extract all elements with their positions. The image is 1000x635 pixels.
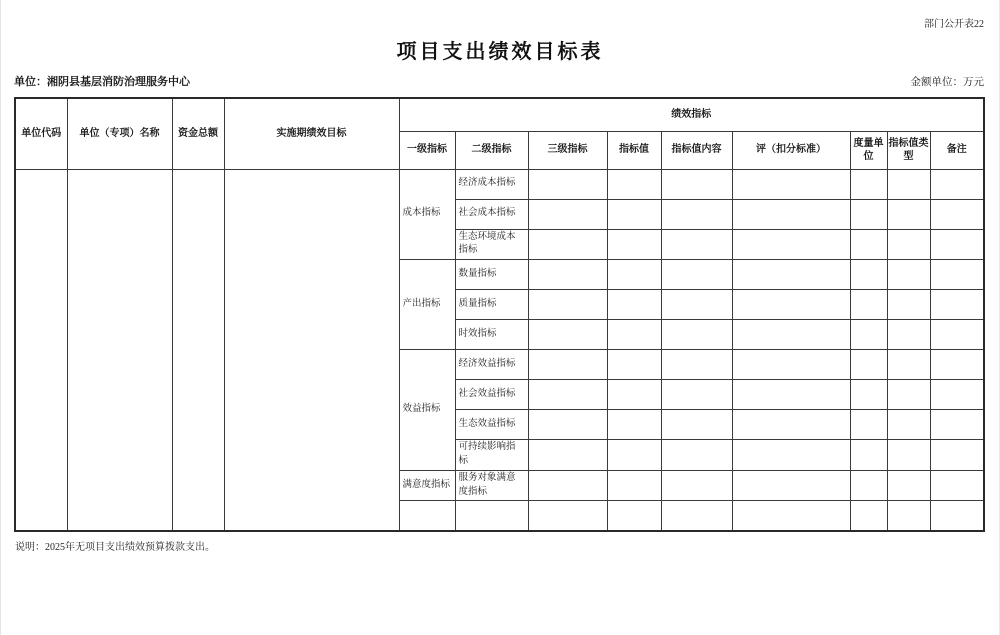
empty-cell [850,169,887,199]
empty-cell [850,501,887,531]
col-header-scoring-standard: 评（扣分标准） [732,131,850,169]
empty-cell [607,380,661,410]
cell-level2: 经济成本指标 [455,169,528,199]
empty-cell [528,290,607,320]
empty-cell [661,350,732,380]
empty-cell [732,410,850,440]
table-row [15,169,984,199]
cell-level1-output: 产出指标 [399,260,455,350]
empty-cell [930,290,984,320]
empty-cell [930,169,984,199]
cell-level2: 服务对象满意度指标 [455,470,528,501]
cell-unit-name [67,169,172,531]
empty-cell [850,290,887,320]
col-header-level3: 三级指标 [528,131,607,169]
empty-cell [930,320,984,350]
empty-cell [850,410,887,440]
cell-level1-satisfaction: 满意度指标 [399,470,455,501]
empty-cell [850,199,887,229]
empty-cell [732,501,850,531]
doc-number-label: 部门公开表22 [924,19,984,30]
empty-cell [930,410,984,440]
empty-cell [887,229,930,260]
empty-cell [930,350,984,380]
empty-cell [607,350,661,380]
empty-cell [528,260,607,290]
cell-impl-goal [224,169,399,531]
empty-cell [661,380,732,410]
empty-cell [887,199,930,229]
empty-cell [732,169,850,199]
empty-cell [930,380,984,410]
empty-cell [732,229,850,260]
cell-level2 [455,501,528,531]
empty-cell [732,350,850,380]
empty-cell [607,199,661,229]
empty-cell [930,199,984,229]
empty-cell [528,470,607,501]
empty-cell [887,410,930,440]
empty-cell [528,169,607,199]
empty-cell [732,440,850,471]
empty-cell [887,290,930,320]
empty-cell [850,380,887,410]
cell-level2: 经济效益指标 [455,350,528,380]
page-title: 项目支出绩效目标表 [396,41,604,63]
meta-row [14,73,984,89]
empty-cell [661,290,732,320]
col-header-indicator-content: 指标值内容 [661,131,732,169]
amount-unit-label: 金额单位：万元 [910,77,984,88]
unit-label: 单位：湘阴县基层消防治理服务中心 [14,76,190,88]
empty-cell [930,470,984,501]
empty-cell [887,260,930,290]
performance-target-table [14,97,985,532]
empty-cell [850,229,887,260]
col-header-performance-group: 绩效指标 [399,98,984,131]
empty-cell [528,229,607,260]
empty-cell [528,440,607,471]
empty-cell [661,440,732,471]
empty-cell [607,169,661,199]
cell-level1-benefit: 效益指标 [399,350,455,471]
empty-cell [528,320,607,350]
empty-cell [607,229,661,260]
cell-total-funds [172,169,224,531]
empty-cell [732,380,850,410]
cell-level2: 生态环境成本指标 [455,229,528,260]
empty-cell [661,501,732,531]
empty-cell [607,260,661,290]
empty-cell [850,320,887,350]
empty-cell [528,380,607,410]
col-header-unit-name: 单位（专项）名称 [67,98,172,169]
note-text: 说明：2025年无项目支出绩效预算拨款支出。 [15,542,215,553]
cell-unit-code [15,169,67,531]
empty-cell [850,440,887,471]
cell-level2: 社会效益指标 [455,380,528,410]
empty-cell [887,501,930,531]
empty-cell [930,260,984,290]
empty-cell [930,229,984,260]
empty-cell [607,290,661,320]
empty-cell [887,440,930,471]
cell-level1-cost: 成本指标 [399,169,455,260]
col-header-level1: 一级指标 [399,131,455,169]
col-header-impl-goal: 实施期绩效目标 [224,98,399,169]
empty-cell [528,350,607,380]
empty-cell [887,350,930,380]
col-header-measure-unit: 度量单位 [850,131,887,169]
col-header-value-type: 指标值类型 [887,131,930,169]
empty-cell [607,410,661,440]
empty-cell [661,470,732,501]
empty-cell [607,470,661,501]
empty-cell [661,410,732,440]
cell-level2: 可持续影响指标 [455,440,528,471]
empty-cell [661,169,732,199]
empty-cell [607,320,661,350]
empty-cell [887,320,930,350]
cell-level2: 时效指标 [455,320,528,350]
cell-level1-empty [399,501,455,531]
cell-level2: 质量指标 [455,290,528,320]
empty-cell [887,470,930,501]
cell-level2: 数量指标 [455,260,528,290]
empty-cell [661,260,732,290]
cell-level2: 社会成本指标 [455,199,528,229]
col-header-unit-code: 单位代码 [15,98,67,169]
empty-cell [528,410,607,440]
empty-cell [732,290,850,320]
empty-cell [930,440,984,471]
empty-cell [661,229,732,260]
empty-cell [607,440,661,471]
col-header-indicator-value: 指标值 [607,131,661,169]
col-header-remarks: 备注 [930,131,984,169]
empty-cell [732,260,850,290]
empty-cell [732,199,850,229]
empty-cell [661,199,732,229]
empty-cell [930,501,984,531]
cell-level2: 生态效益指标 [455,410,528,440]
empty-cell [528,501,607,531]
col-header-total-funds: 资金总额 [172,98,224,169]
empty-cell [732,470,850,501]
empty-cell [850,470,887,501]
empty-cell [887,380,930,410]
col-header-level2: 二级指标 [455,131,528,169]
empty-cell [528,199,607,229]
empty-cell [850,260,887,290]
empty-cell [607,501,661,531]
empty-cell [887,169,930,199]
empty-cell [661,320,732,350]
empty-cell [850,350,887,380]
empty-cell [732,320,850,350]
